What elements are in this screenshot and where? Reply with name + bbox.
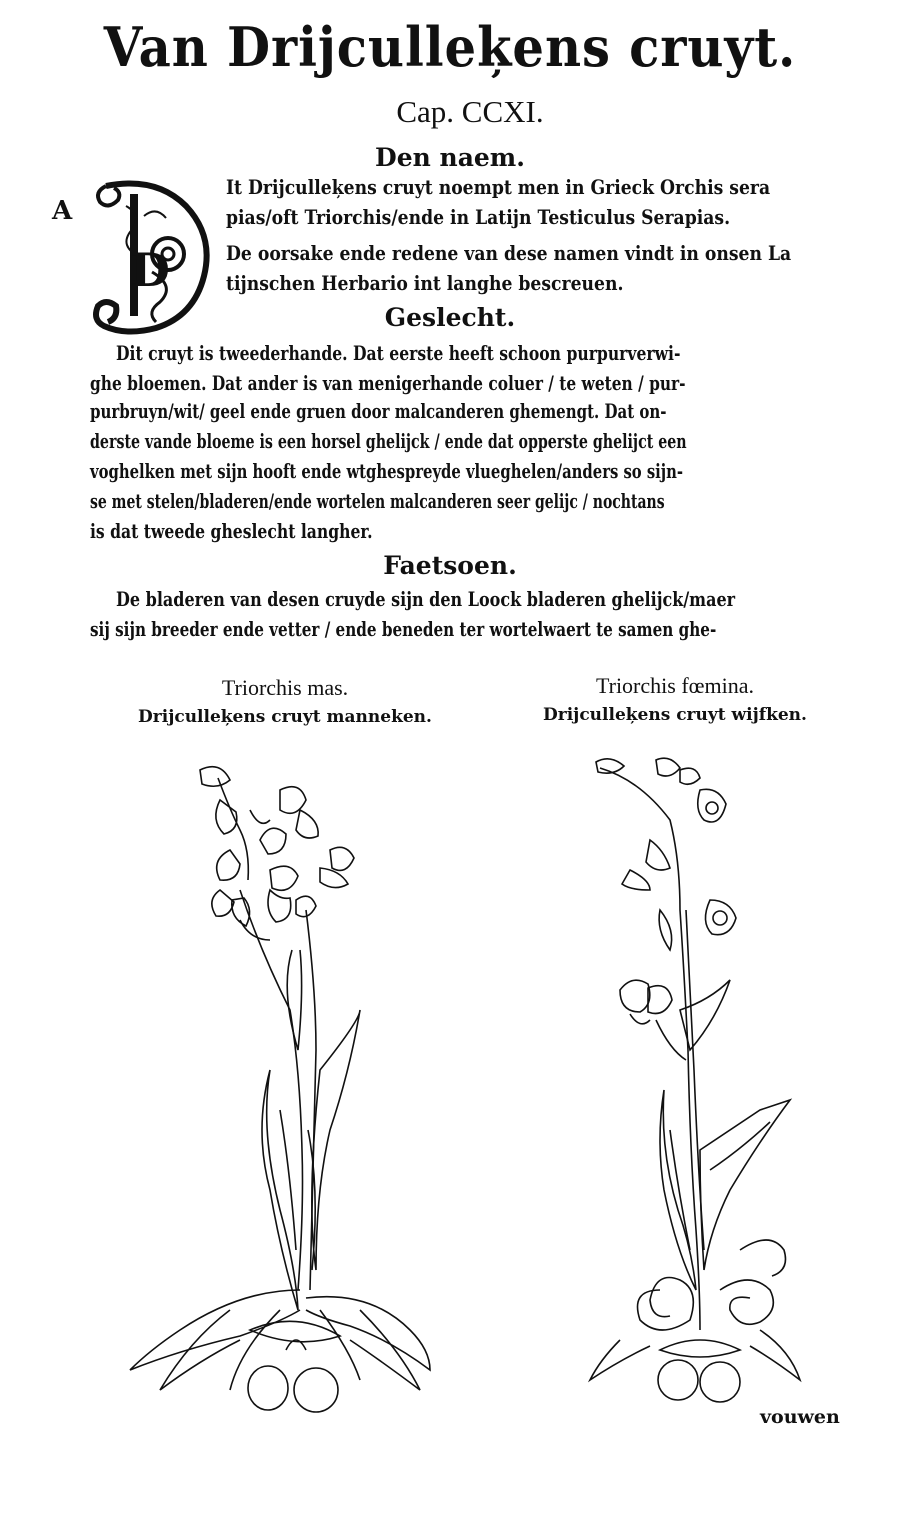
- text-line: De bladeren van desen cruyde sijn den Loock bladeren ghelijck/maer: [116, 587, 736, 611]
- text-line: purbruyn/wit/ geel ende gruen door malcanderen ghemengt. Dat on-: [90, 399, 667, 423]
- figure-caption-dutch-male: Drijculleķens cruyt manneken.: [138, 707, 432, 727]
- section-heading-faetsoen: Faetsoen.: [383, 551, 517, 580]
- plant-illustration-male: [120, 750, 450, 1420]
- text-line: sij sijn breeder ende vetter / ende beneden ter wortelwaert te samen ghe-: [90, 617, 717, 641]
- catchword: vouwen: [760, 1406, 840, 1428]
- section-heading-geslecht: Geslecht.: [384, 303, 516, 332]
- orchid-plant-icon: [120, 750, 450, 1420]
- text-line: is dat tweede gheslecht langher.: [90, 519, 373, 543]
- text-line: se met stelen/bladeren/ende wortelen malcanderen seer gelijc / nochtans: [90, 489, 665, 513]
- orchid-plant-icon: [560, 750, 840, 1420]
- margin-letter: A: [52, 196, 73, 226]
- text-line: pias/oft Triorchis/ende in Latijn Testiculus Serapias.: [226, 205, 731, 229]
- text-line: De oorsake ende redene van dese namen vindt in onsen La: [226, 241, 792, 265]
- figure-caption-latin-female: Triorchis fœmina.: [595, 673, 755, 698]
- chapter-number: Cap. CCXI.: [396, 94, 544, 129]
- text-line: It Drijculleķens cruyt noempt men in Grieck Orchis sera: [226, 175, 771, 199]
- text-line: voghelken met sijn hooft ende wtghespreyde vlueghelen/anders so sijn-: [90, 459, 684, 483]
- text-line: tijnschen Herbario int langhe bescreuen.: [226, 271, 624, 295]
- text-line: derste vande bloeme is een horsel ghelijck / ende dat opperste ghelijct een: [90, 429, 687, 453]
- svg-text:D: D: [130, 243, 170, 297]
- text-line: ghe bloemen. Dat ander is van menigerhande coluer / te weten / pur-: [90, 371, 686, 395]
- figure-caption-dutch-female: Drijculleķens cruyt wijfken.: [543, 705, 807, 725]
- plant-illustration-female: [560, 750, 840, 1420]
- page-title: Van Drijculleķens cruyt.: [103, 15, 797, 79]
- text-line: Dit cruyt is tweederhande. Dat eerste heeft schoon purpurverwi-: [116, 341, 681, 365]
- section-heading-naem: Den naem.: [375, 143, 525, 172]
- figure-caption-latin-male: Triorchis mas.: [221, 675, 349, 700]
